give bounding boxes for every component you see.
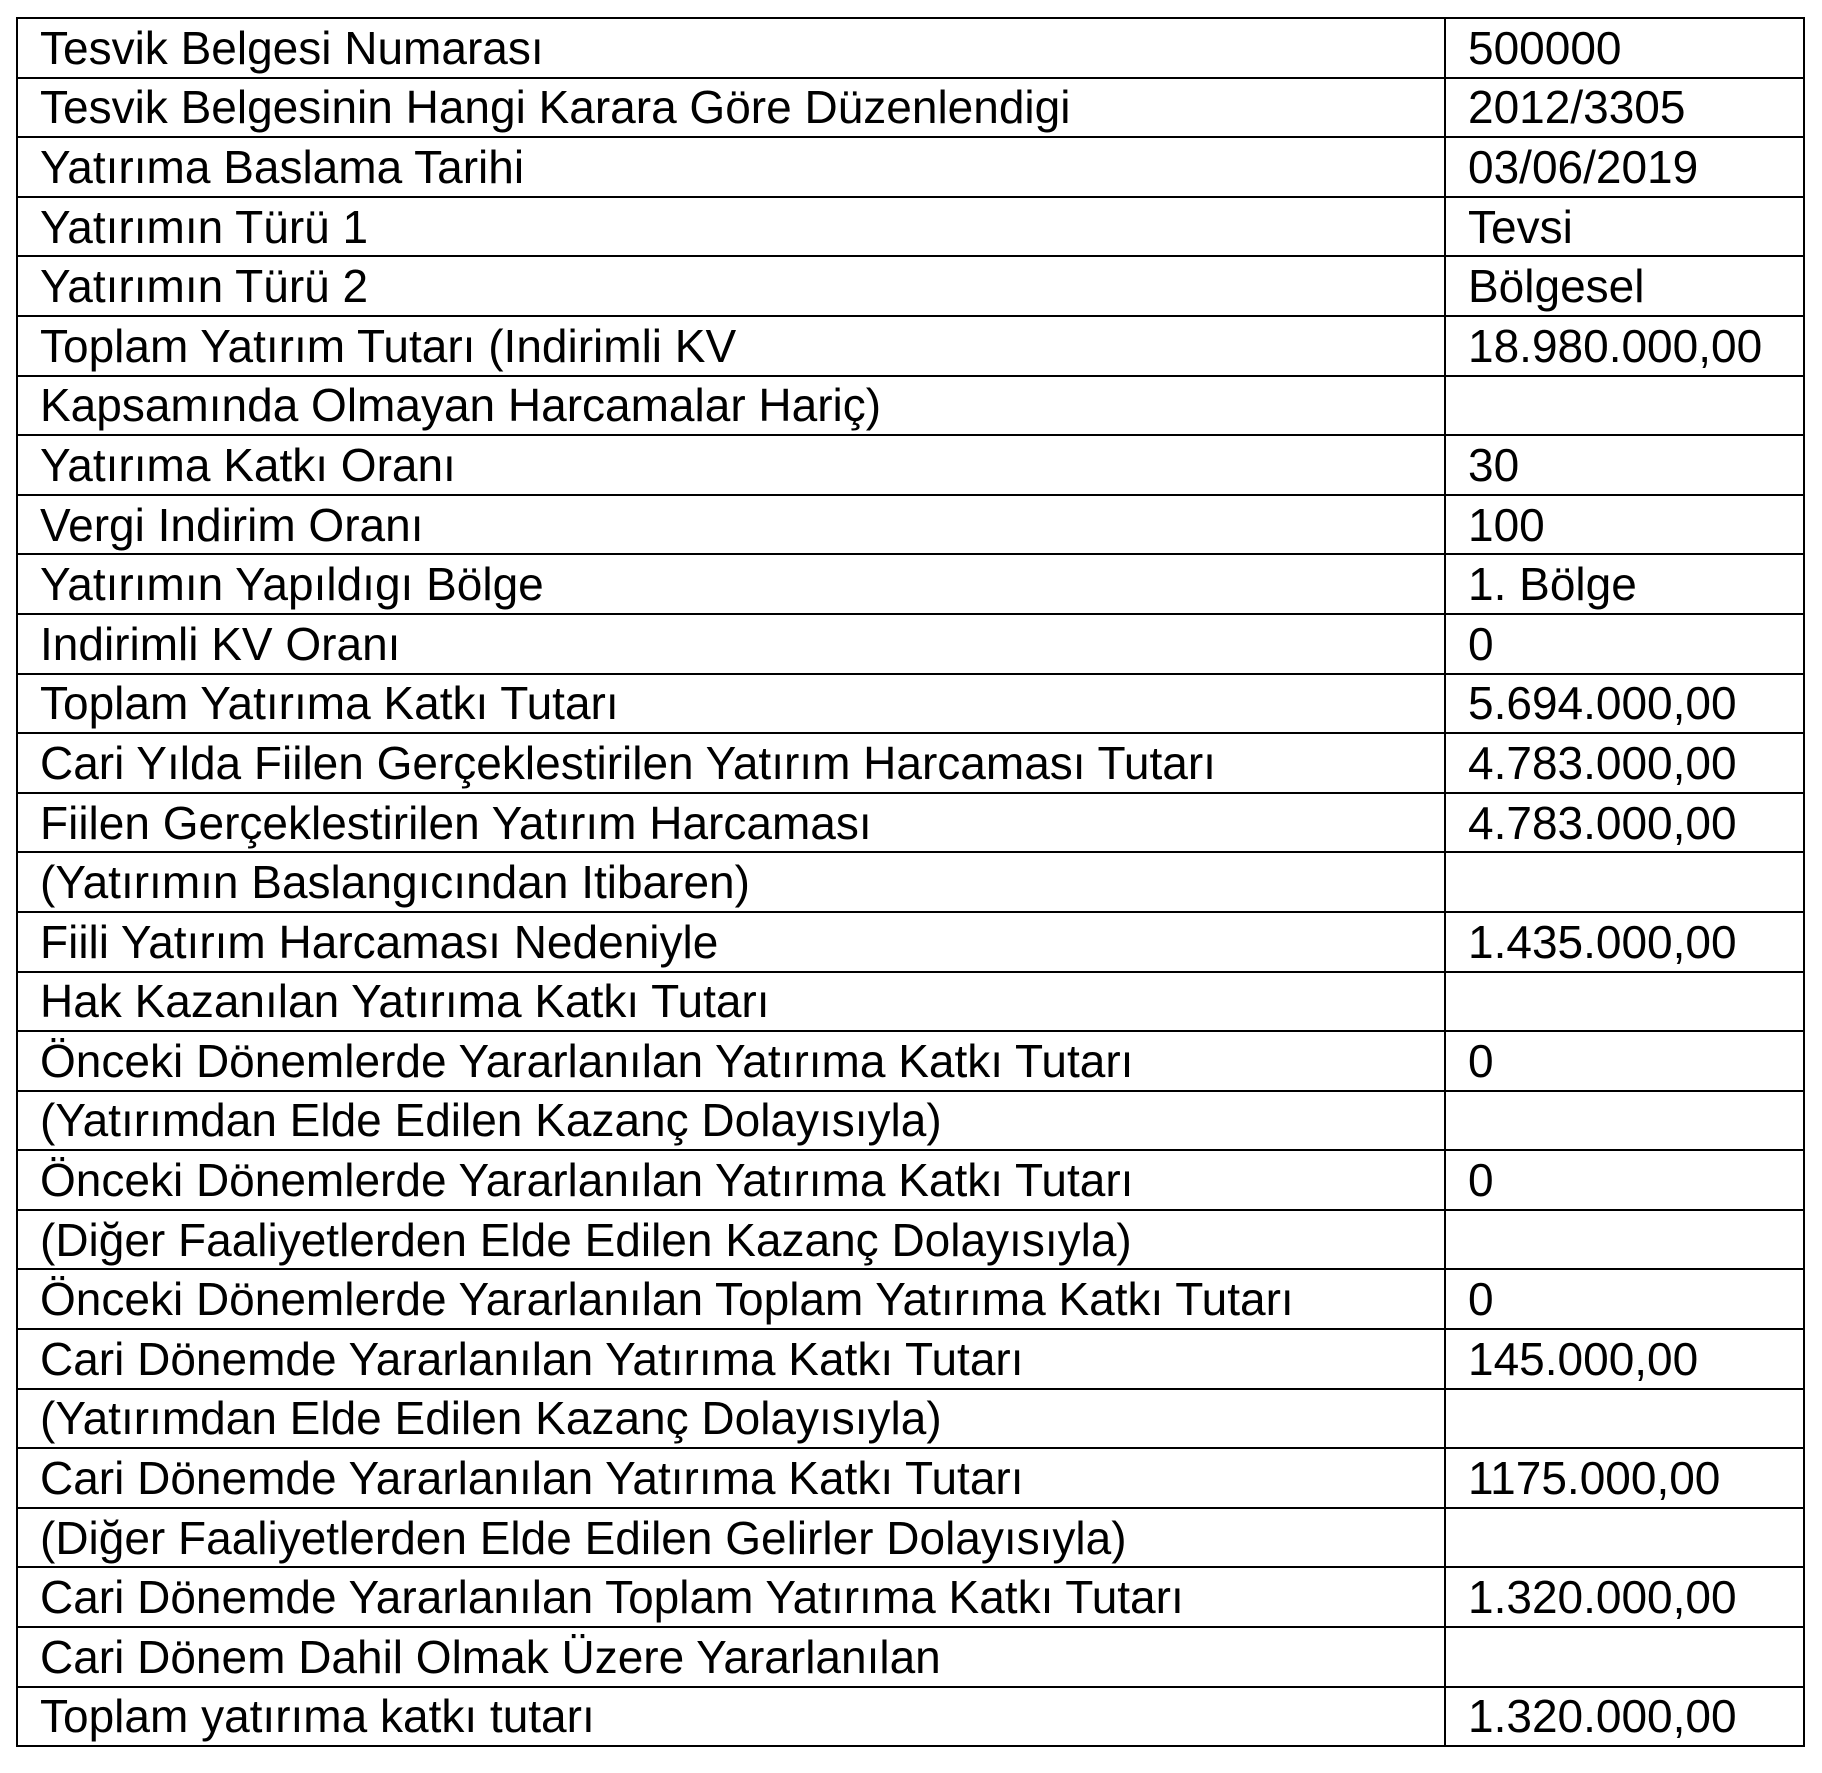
row-label: Cari Dönemde Yararlanılan Yatırıma Katkı Tutarı [17, 1329, 1445, 1389]
row-value [1445, 1091, 1804, 1151]
row-value: Bölgesel [1445, 256, 1804, 316]
row-value: 4.783.000,00 [1445, 793, 1804, 853]
row-label: (Diğer Faaliyetlerden Elde Edilen Gelirler Dolayısıyla) [17, 1508, 1445, 1568]
row-label: Yatırıma Baslama Tarihi [17, 137, 1445, 197]
table-row [17, 912, 1804, 972]
row-label: Cari Dönemde Yararlanılan Yatırıma Katkı Tutarı [17, 1448, 1445, 1508]
row-label: (Yatırımdan Elde Edilen Kazanç Dolayısıyla) [17, 1389, 1445, 1449]
table-row [17, 495, 1804, 555]
row-value: 145.000,00 [1445, 1329, 1804, 1389]
row-value [1445, 1210, 1804, 1270]
row-label: Yatırımın Yapıldıgı Bölge [17, 554, 1445, 614]
row-value: 100 [1445, 495, 1804, 555]
table-row [17, 1091, 1804, 1151]
table-row [17, 1269, 1804, 1329]
row-label: Indirimli KV Oranı [17, 614, 1445, 674]
investment-incentive-table [16, 17, 1805, 1747]
table-row [17, 1567, 1804, 1627]
row-label: Kapsamında Olmayan Harcamalar Hariç) [17, 376, 1445, 436]
table-row [17, 1687, 1804, 1747]
row-value: 500000 [1445, 18, 1804, 78]
row-label: Toplam Yatırıma Katkı Tutarı [17, 674, 1445, 734]
row-label: Fiilen Gerçeklestirilen Yatırım Harcaması [17, 793, 1445, 853]
table-row [17, 1627, 1804, 1687]
table-row [17, 256, 1804, 316]
row-label: Yatırımın Türü 1 [17, 197, 1445, 257]
row-value [1445, 1389, 1804, 1449]
table-row [17, 674, 1804, 734]
row-value [1445, 852, 1804, 912]
row-value: 1.320.000,00 [1445, 1567, 1804, 1627]
table-row [17, 1210, 1804, 1270]
row-label: Cari Dönem Dahil Olmak Üzere Yararlanılan [17, 1627, 1445, 1687]
row-value: 1.435.000,00 [1445, 912, 1804, 972]
table-row [17, 1150, 1804, 1210]
table-row [17, 733, 1804, 793]
row-value: 30 [1445, 435, 1804, 495]
table-row [17, 554, 1804, 614]
row-label: Hak Kazanılan Yatırıma Katkı Tutarı [17, 972, 1445, 1032]
row-value: Tevsi [1445, 197, 1804, 257]
table-row [17, 376, 1804, 436]
table-row [17, 1329, 1804, 1389]
row-value: 18.980.000,00 [1445, 316, 1804, 376]
row-label: Cari Yılda Fiilen Gerçeklestirilen Yatırım Harcaması Tutarı [17, 733, 1445, 793]
row-label: Fiili Yatırım Harcaması Nedeniyle [17, 912, 1445, 972]
row-label: Toplam Yatırım Tutarı (Indirimli KV [17, 316, 1445, 376]
row-label: Vergi Indirim Oranı [17, 495, 1445, 555]
table-row [17, 1031, 1804, 1091]
table-row [17, 18, 1804, 78]
row-value: 4.783.000,00 [1445, 733, 1804, 793]
row-label: Yatırıma Katkı Oranı [17, 435, 1445, 495]
row-label: Önceki Dönemlerde Yararlanılan Yatırıma Katkı Tutarı [17, 1150, 1445, 1210]
table-row [17, 197, 1804, 257]
table-row [17, 316, 1804, 376]
table-row [17, 614, 1804, 674]
row-value: 03/06/2019 [1445, 137, 1804, 197]
row-label: Yatırımın Türü 2 [17, 256, 1445, 316]
table-row [17, 78, 1804, 138]
row-label: (Diğer Faaliyetlerden Elde Edilen Kazanç Dolayısıyla) [17, 1210, 1445, 1270]
table-row [17, 435, 1804, 495]
table-row [17, 972, 1804, 1032]
row-value [1445, 376, 1804, 436]
row-value: 2012/3305 [1445, 78, 1804, 138]
table-row [17, 852, 1804, 912]
row-label: Tesvik Belgesinin Hangi Karara Göre Düzenlendigi [17, 78, 1445, 138]
row-value [1445, 972, 1804, 1032]
row-value [1445, 1627, 1804, 1687]
table-row [17, 1448, 1804, 1508]
table-body [17, 18, 1804, 1746]
table-row [17, 793, 1804, 853]
row-value: 0 [1445, 1150, 1804, 1210]
row-label: Önceki Dönemlerde Yararlanılan Toplam Yatırıma Katkı Tutarı [17, 1269, 1445, 1329]
row-value: 0 [1445, 1031, 1804, 1091]
row-label: Toplam yatırıma katkı tutarı [17, 1687, 1445, 1747]
row-label: Cari Dönemde Yararlanılan Toplam Yatırıma Katkı Tutarı [17, 1567, 1445, 1627]
table-row [17, 1389, 1804, 1449]
row-value: 1. Bölge [1445, 554, 1804, 614]
row-label: (Yatırımdan Elde Edilen Kazanç Dolayısıyla) [17, 1091, 1445, 1151]
row-value: 0 [1445, 614, 1804, 674]
table-row [17, 137, 1804, 197]
row-value: 1.320.000,00 [1445, 1687, 1804, 1747]
row-label: (Yatırımın Baslangıcından Itibaren) [17, 852, 1445, 912]
table-row [17, 1508, 1804, 1568]
row-value: 0 [1445, 1269, 1804, 1329]
row-value [1445, 1508, 1804, 1568]
row-value: 1175.000,00 [1445, 1448, 1804, 1508]
row-label: Önceki Dönemlerde Yararlanılan Yatırıma Katkı Tutarı [17, 1031, 1445, 1091]
row-value: 5.694.000,00 [1445, 674, 1804, 734]
row-label: Tesvik Belgesi Numarası [17, 18, 1445, 78]
